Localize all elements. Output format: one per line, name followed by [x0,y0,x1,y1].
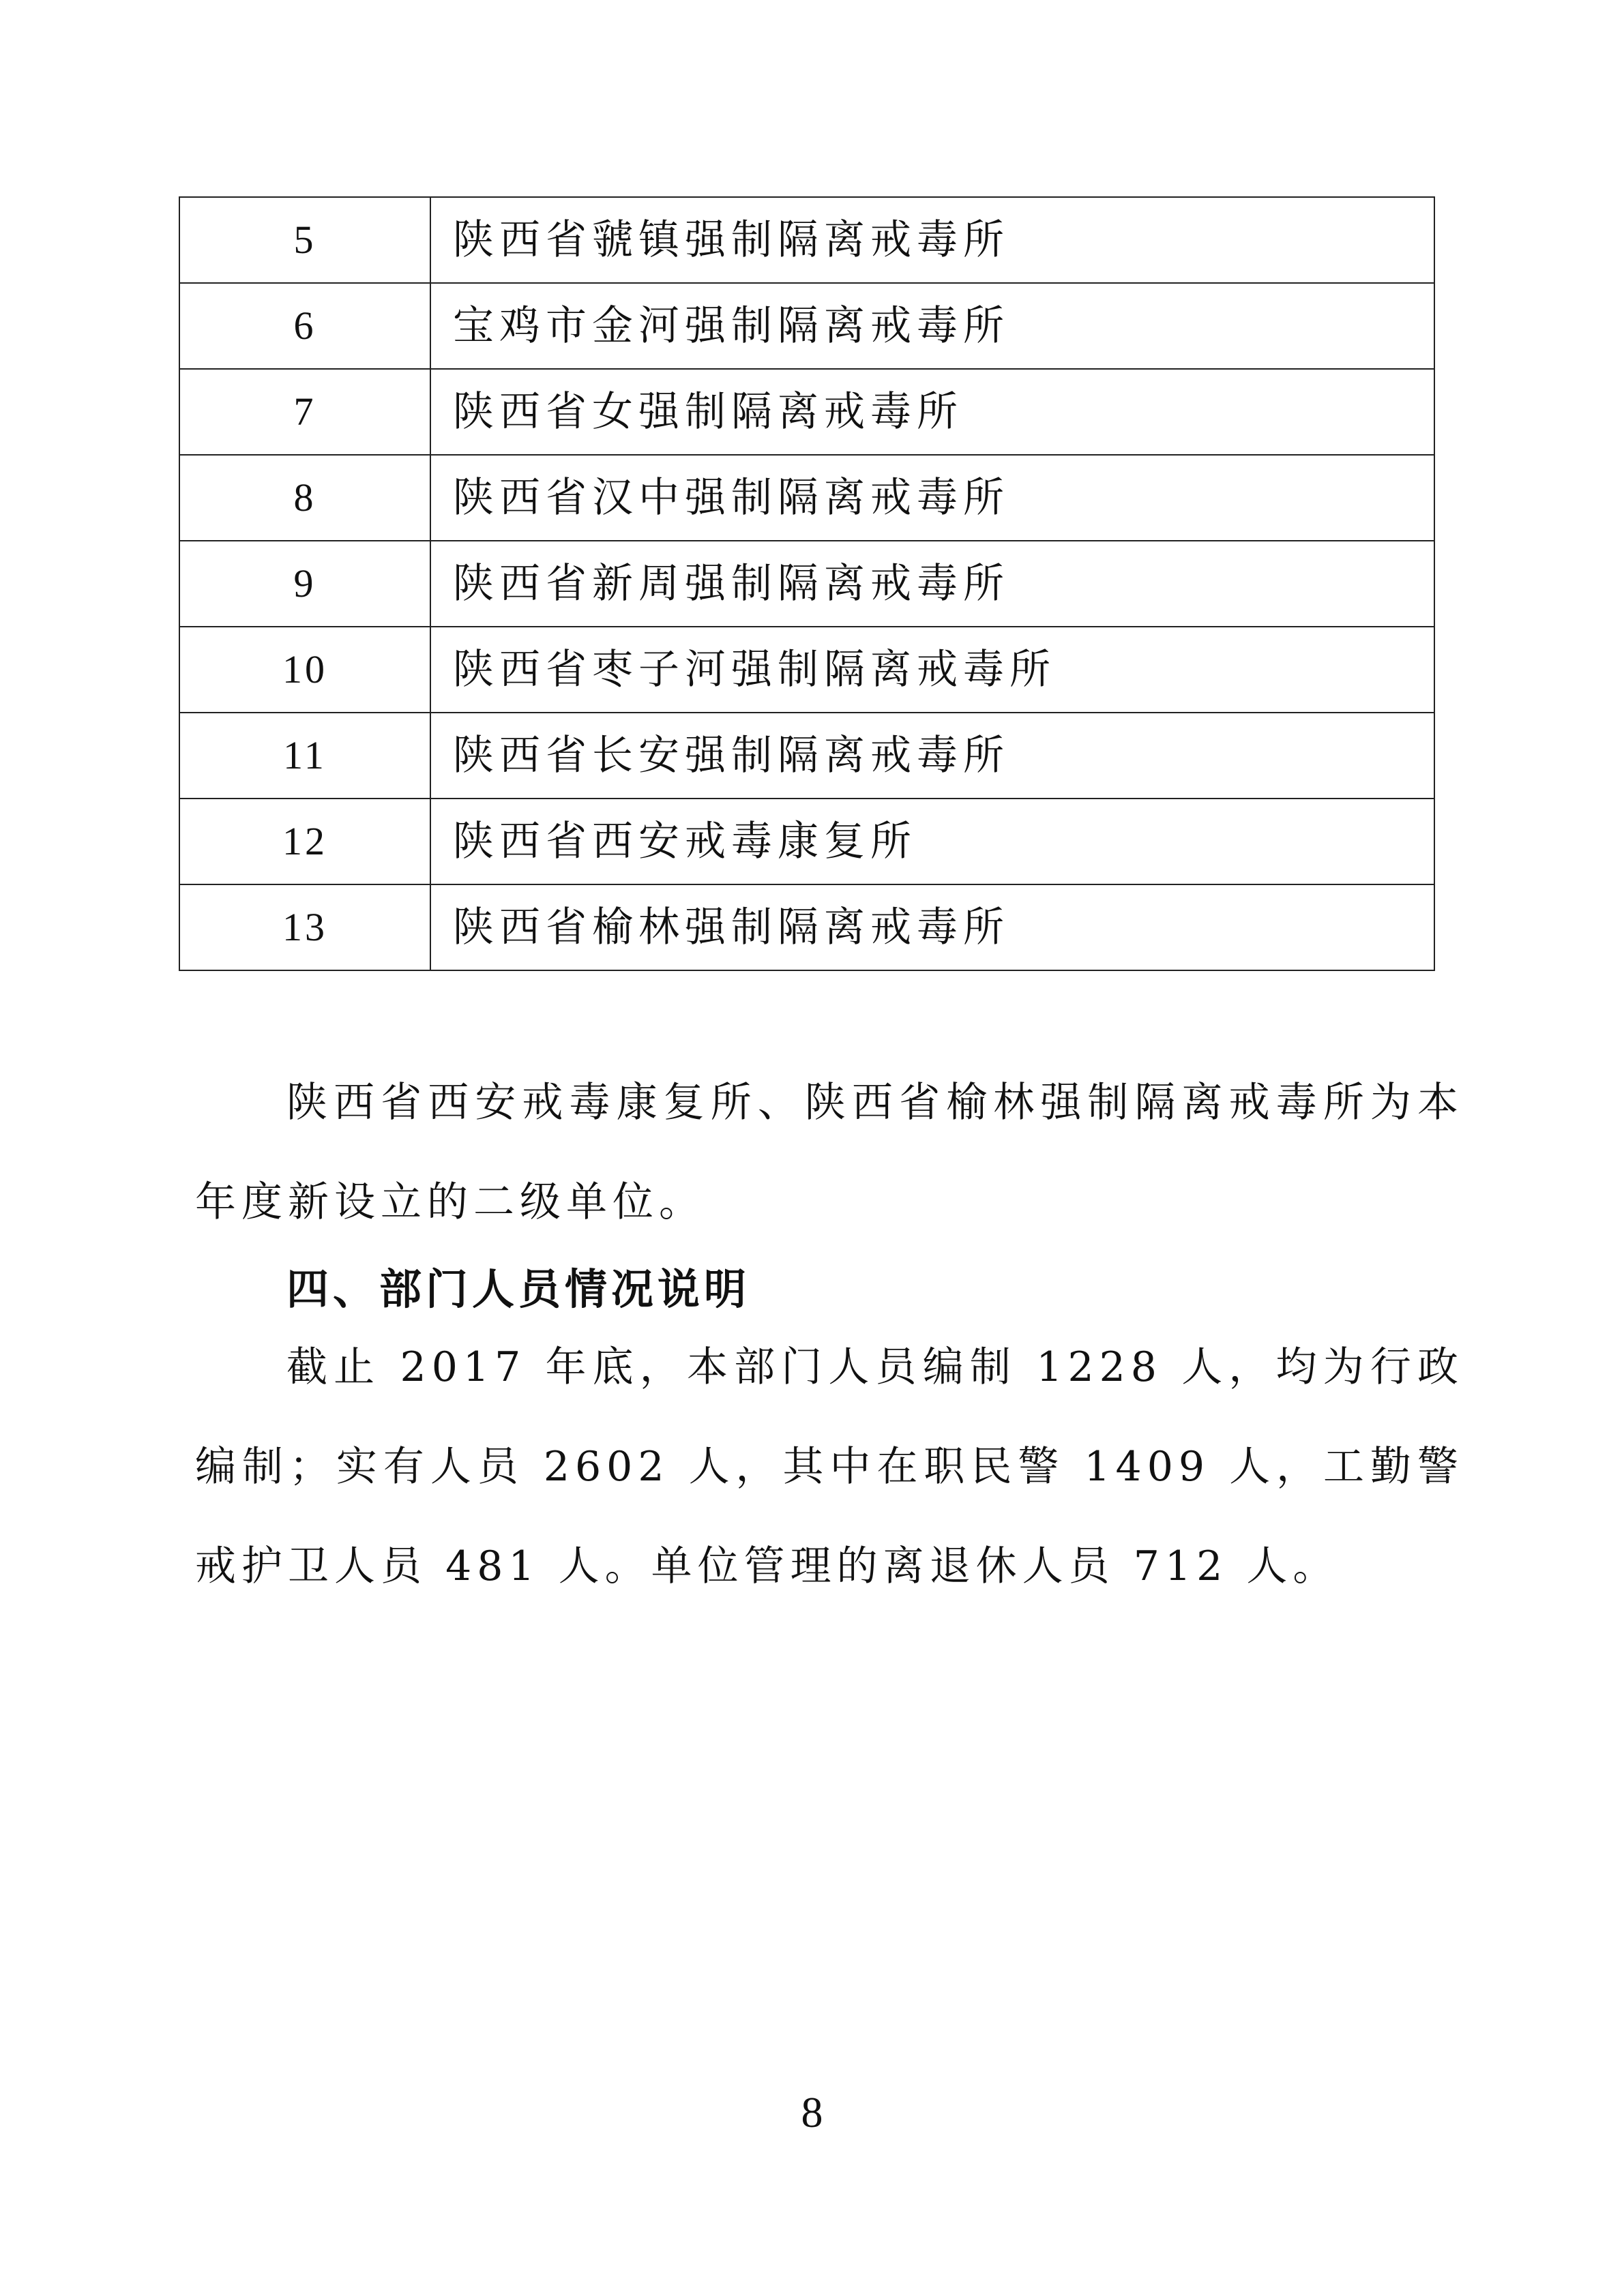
table-row [179,799,1434,884]
unit-table [179,196,1435,971]
page-number: 8 [801,2088,823,2136]
row-number: 6 [179,283,430,369]
unit-name: 陕西省榆林强制隔离戒毒所 [430,884,1434,970]
row-number: 5 [179,197,430,283]
row-number: 12 [179,799,430,884]
table-row [179,541,1434,627]
table-row [179,713,1434,799]
unit-name: 宝鸡市金河强制隔离戒毒所 [430,283,1434,369]
row-number: 10 [179,627,430,713]
unit-name: 陕西省西安戒毒康复所 [430,799,1434,884]
unit-name: 陕西省虢镇强制隔离戒毒所 [430,197,1434,283]
row-number: 9 [179,541,430,627]
unit-name: 陕西省新周强制隔离戒毒所 [430,541,1434,627]
table-row [179,627,1434,713]
table-row [179,283,1434,369]
table-row [179,197,1434,283]
new-units-note: 陕西省西安戒毒康复所、陕西省榆林强制隔离戒毒所为本年度新设立的二级单位。 [195,1079,1464,1226]
unit-name: 陕西省女强制隔离戒毒所 [430,369,1434,455]
unit-name: 陕西省长安强制隔离戒毒所 [430,713,1434,799]
table-row [179,455,1434,541]
row-number: 11 [179,713,430,799]
unit-name: 陕西省枣子河强制隔离戒毒所 [430,627,1434,713]
staffing-paragraph: 截止 2017 年底，本部门人员编制 1228 人，均为行政编制；实有人员 2602 人，其中在职民警 1409 人，工勤警戒护卫人员 481 人。单位管理的离退休人员 712 人。 [195,1343,1464,1590]
table-row [179,884,1434,970]
unit-name: 陕西省汉中强制隔离戒毒所 [430,455,1434,541]
row-number: 7 [179,369,430,455]
section-heading: 四、部门人员情况说明 [286,1264,751,1314]
row-number: 8 [179,455,430,541]
row-number: 13 [179,884,430,970]
table-row [179,369,1434,455]
